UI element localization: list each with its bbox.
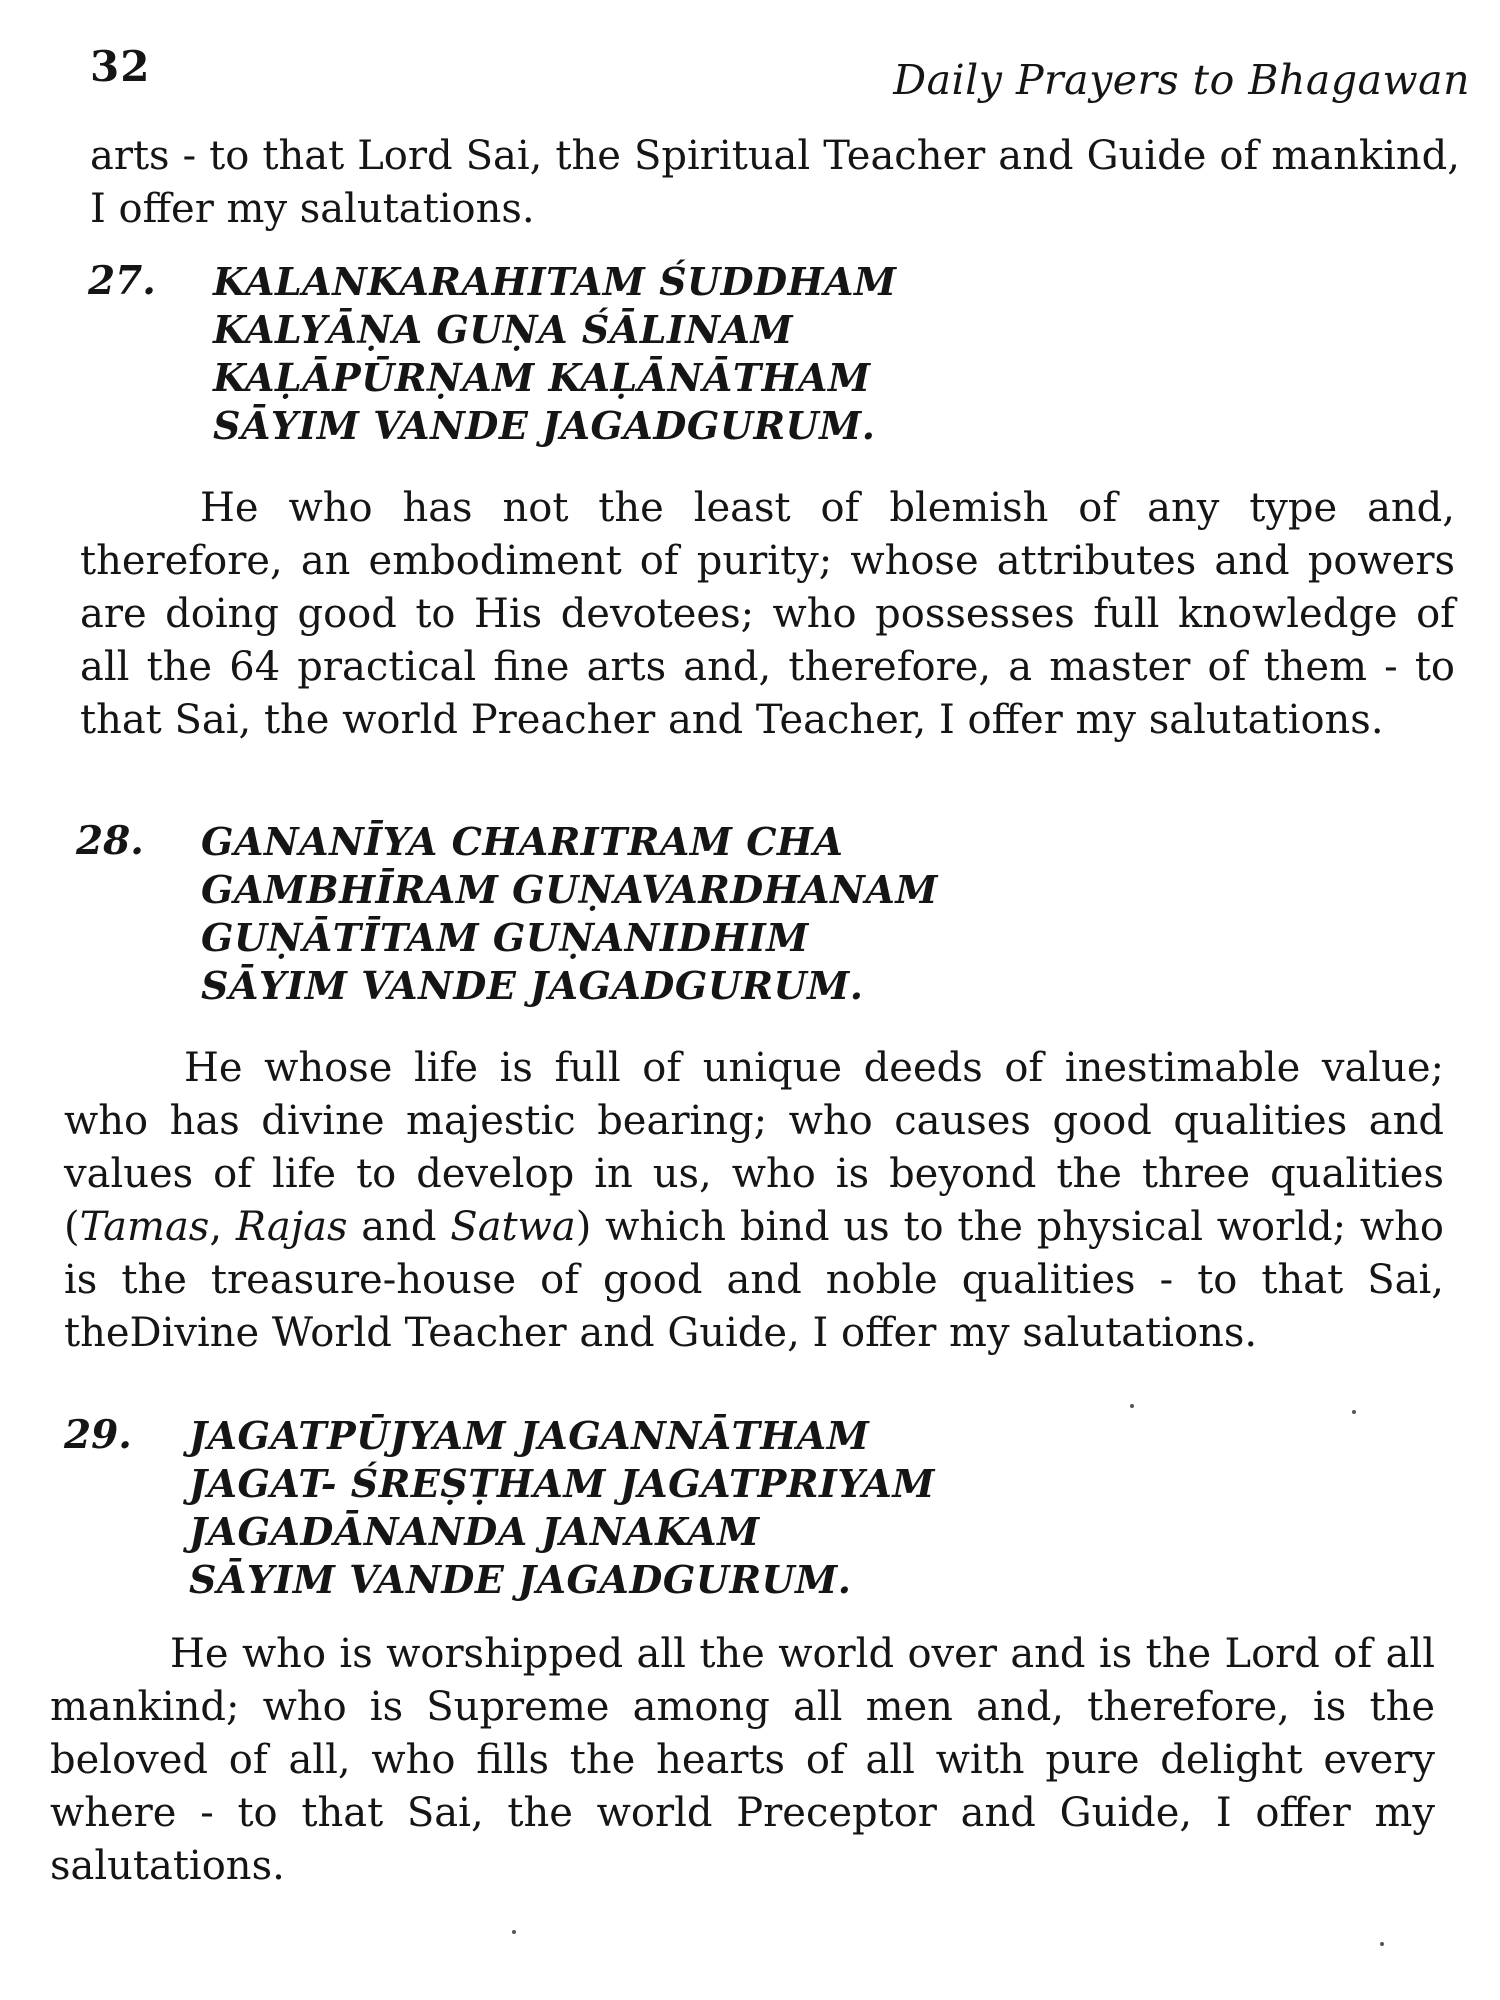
verse-line: GUṆĀTĪTAM GUṆANIDHIM	[201, 915, 809, 960]
verse-text	[189, 1412, 1289, 1604]
verse-line: KAḶĀPŪRṆAM KAḶĀNĀTHAM	[213, 355, 871, 400]
verse-text	[201, 818, 1301, 1010]
verse-line: KALANKARAHITAM ŚUDDHAM	[213, 259, 897, 304]
verse-29-meaning: He who is worshipped all the world over and is the Lord of all mankind; who is Supreme among all men and, therefore, is the beloved of all, who fills the hearts of all with pure delight every where - to that Sai, the world Preceptor and Guide, I offer my salutations.	[50, 1631, 1435, 1889]
verse-line: SĀYIM VANDE JAGADGURUM.	[201, 963, 864, 1008]
verse-line: GAMBHĪRAM GUṆAVARDHANAM	[201, 867, 938, 912]
intro-paragraph: arts - to that Lord Sai, the Spiritual Teacher and Guide of mankind, I offer my salutations.	[90, 133, 1460, 232]
verse-number: 29.	[64, 1412, 132, 1458]
verse-line: GANANĪYA CHARITRAM CHA	[201, 819, 844, 864]
verse-line: SĀYIM VANDE JAGADGURUM.	[189, 1557, 852, 1602]
verse-27-meaning: He who has not the least of blemish of any type and, therefore, an embodiment of purity; whose attributes and powers are doing good to His devotees; who possesses full knowledge of all the 64 practical fine arts and, therefore, a master of them - to that Sai, the world Preacher and Teacher, I offer my salutations.	[80, 485, 1455, 743]
verse-line: JAGATPŪJYAM JAGANNĀTHAM	[189, 1413, 870, 1458]
verse-line: JAGAT- ŚREṢṬHAM JAGATPRIYAM	[189, 1461, 935, 1506]
page-header	[84, 42, 1470, 112]
scan-speck	[1130, 1404, 1134, 1408]
verse-number: 28.	[76, 818, 144, 864]
verse-line: SĀYIM VANDE JAGADGURUM.	[213, 403, 876, 448]
verse-text	[213, 258, 1313, 450]
guna-term: Satwa	[450, 1204, 576, 1250]
verse-line: KALYĀṆA GUṆA ŚĀLINAM	[213, 307, 794, 352]
verse-line: JAGADĀNANDA JANAKAM	[189, 1509, 760, 1554]
scan-speck	[1352, 1410, 1356, 1414]
guna-term: Tamas	[79, 1204, 210, 1250]
meaning-text: ,	[209, 1204, 236, 1250]
meaning-text: He whose life is full of unique deeds of inestimable value; who has divine majestic bearing; who causes good qualities and values of life to develop in us, who is beyond the three qualities (	[64, 1045, 1444, 1250]
verse-number: 27.	[88, 258, 156, 304]
scan-speck	[512, 1930, 516, 1934]
verse-28-meaning	[64, 1042, 1444, 1360]
page-number: 32	[90, 42, 151, 91]
guna-term: Rajas	[235, 1204, 348, 1250]
running-title: Daily Prayers to Bhagawan	[893, 56, 1470, 104]
meaning-text: and	[347, 1204, 451, 1250]
scan-speck	[1380, 1942, 1384, 1946]
meaning-text: ) which bind us to the physical world; who is the treasure-house of good and noble qualities - to that Sai, theDivine World Teacher and Guide, I offer my salutations.	[64, 1204, 1444, 1356]
